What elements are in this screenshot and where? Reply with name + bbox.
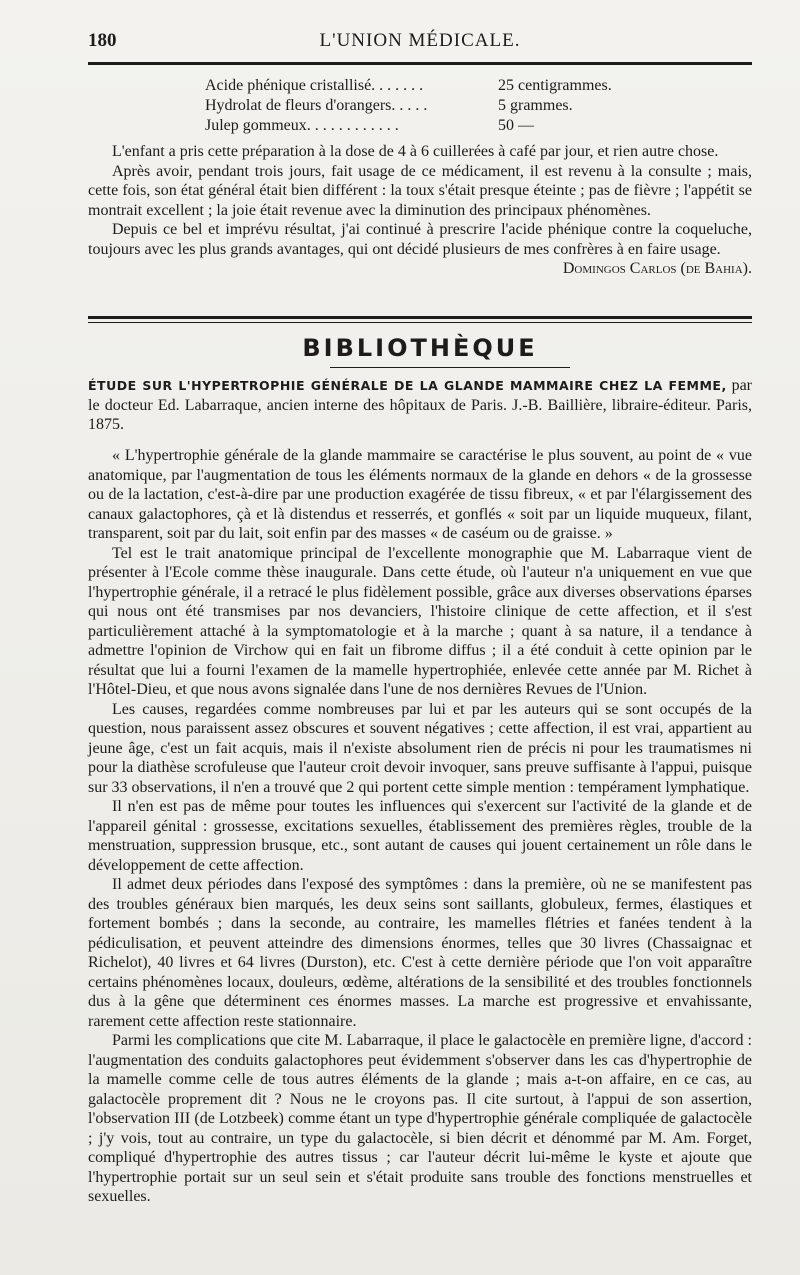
article-conclusion (88, 142, 752, 279)
paragraph: Il admet deux périodes dans l'exposé des symptômes : dans la première, où ne se manifestent pas des troubles généraux bien marqués, les deux seins sont saillants, globuleux, fermes, élastiques et fortement bombés ; dans la seconde, au contraire, les mamelles flétries et fanées tendent à la pédiculisation, et peuvent atteindre des dimensions énormes, telles que 30 livres (Chassaignac et Richelot), 40 livres et 64 livres (Durston), etc. C'est à cette dernière période que l'on voit apparaître certains phénomènes locaux, douleurs, œdème, altérations de la sensibilité et des troubles fonctionnels dus à la gêne que déterminent ces énormes masses. La marche est progressive et envahissante, rarement cette affection reste stationnaire. (88, 876, 752, 1030)
section-title: BIBLIOTHÈQUE (302, 334, 538, 362)
ingredient-name: Hydrolat de fleurs d'orangers. . . . . (205, 97, 428, 114)
prescription-table (205, 76, 625, 136)
book-reference (88, 376, 752, 435)
header-rule (88, 62, 752, 65)
author-signature: Domingos Carlos (de Bahia). (562, 260, 752, 277)
paragraph: Les causes, regardées comme nombreuses par lui et par les auteurs qui se sont occupés de la question, nous paraissent assez obscures et souvent négatives ; cette affection, il est vrai, appartient au jeune âge, c'est un fait acquis, mais il n'existe absolument rien de précis ni pour les traumatismes ni pour la diathèse scrofuleuse que l'auteur croit devoir invoquer, sans preuve suffisante à l'appui, puisque sur 33 observations, il n'en a trouvé que 2 qui portent cette simple mention : tempérament lymphatique. (88, 700, 752, 796)
ingredient-dose: 50 — (498, 117, 534, 134)
section-rule (88, 316, 752, 319)
prescription-line (205, 76, 625, 96)
journal-title: L'UNION MÉDICALE. (319, 30, 521, 51)
paragraph: Parmi les complications que cite M. Labarraque, il place le galactocèle en première ligne, d'accord : l'augmentation des conduits galactophores peut évidemment s'observer dans les cas d'hypertrophie de la mamelle comme celle de tous autres éléments de la glande ; mais a-t-on affaire, en ce cas, au galactocèle proprement dit ? Nous ne le croyons pas. Il cite surtout, à l'appui de son assertion, l'observation III (de Lotzbeek) comme étant un type d'hypertrophie générale compliquée de galactocèle ; j'y vois, tout au contraire, un type du galactocèle, si bien décrit et dénommé par M. Am. Forget, compliqué d'hypertrophie des autres tissus ; car l'auteur décrit lui-même le kyste et ajoute que l'hypertrophie portait sur un seul sein et s'était produite sans trouble des fonctions menstruelles et sexuelles. (88, 1032, 752, 1205)
paragraph: Depuis ce bel et imprévu résultat, j'ai continué à prescrire l'acide phénique contre la coqueluche, toujours avec les plus grands avantages, qui ont décidé plusieurs de mes confrères à en faire usage. (88, 221, 752, 258)
prescription-line (205, 116, 625, 136)
title-underline (330, 367, 570, 368)
section-rule (88, 322, 752, 323)
paragraph: Après avoir, pendant trois jours, fait usage de ce médicament, il est revenu à la consulte ; mais, cette fois, son état général était bien différent : la toux s'était presque éteinte ; pas de fièvre ; l'appétit se montrait excellent ; la joie était revenue avec la diminution des principaux phénomènes. (88, 162, 752, 219)
paragraph: Il n'en est pas de même pour toutes les influences qui s'exercent sur l'activité de la glande et de l'appareil génital : grossesse, excitations sexuelles, établissement des premières règles, trouble de la menstruation, suppression brusque, etc., sont autant de causes qui jouent certainement un rôle dans le développement de cette affection. (88, 798, 752, 874)
ingredient-dose: 25 centigrammes. (498, 77, 612, 94)
ingredient-name: Acide phénique cristallisé. . . . . . . (205, 77, 424, 94)
review-body (88, 446, 752, 1207)
book-title: ÉTUDE SUR L'HYPERTROPHIE GÉNÉRALE DE LA GLANDE MAMMAIRE CHEZ LA FEMME, (88, 378, 727, 393)
ingredient-name: Julep gommeux. . . . . . . . . . . . (205, 117, 399, 134)
prescription-line (205, 96, 625, 116)
quotation: « L'hypertrophie générale de la glande mammaire se caractérise le plus souvent, au point de « vue anatomique, par l'augmentation de tous les éléments normaux de la glande en dehors « de la grossesse ou de la lactation, c'est-à-dire par une production exagérée de tissu fibreux, « et par l'élargissement des canaux galactophores, çà et là distendus et resserrés, et gonflés « soit par un liquide muqueux, filant, transparent, soit par du lait, soit enfin par des masses « de caséum ou de graisse. » (88, 447, 752, 542)
paragraph: L'enfant a pris cette préparation à la dose de 4 à 6 cuillerées à café par jour, et rien autre chose. (112, 143, 719, 160)
book-publication: par le docteur Ed. Labarraque, ancien interne des hôpitaux de Paris. J.-B. Baillière, libraire-éditeur. Paris, 1875. (88, 377, 752, 433)
page-number: 180 (88, 30, 117, 51)
paragraph: Tel est le trait anatomique principal de l'excellente monographie que M. Labarraque vient de présenter à l'Ecole comme thèse inaugurale. Dans cette étude, où l'auteur n'a uniquement en vue que l'hypertrophie générale, il a retracé le plus fidèlement possible, grâce aux diverses observations éparses qui nous ont été transmises par nos devanciers, l'histoire clinique de cette affection, et il s'est particulièrement attaché à la symptomatologie et à la marche ; quant à sa nature, il a tendance à admettre l'opinion de Virchow qui en fait un fibrome diffus ; il a été conduit à cette opinion par le résultat que lui a fourni l'examen de la mamelle hypertrophiée, enlevée cette année par M. Richet à l'Hôtel-Dieu, et que nous avons signalée dans l'une de nos dernières Revues de l'Union. (88, 544, 752, 698)
page-header (88, 28, 752, 58)
ingredient-dose: 5 grammes. (498, 97, 573, 114)
